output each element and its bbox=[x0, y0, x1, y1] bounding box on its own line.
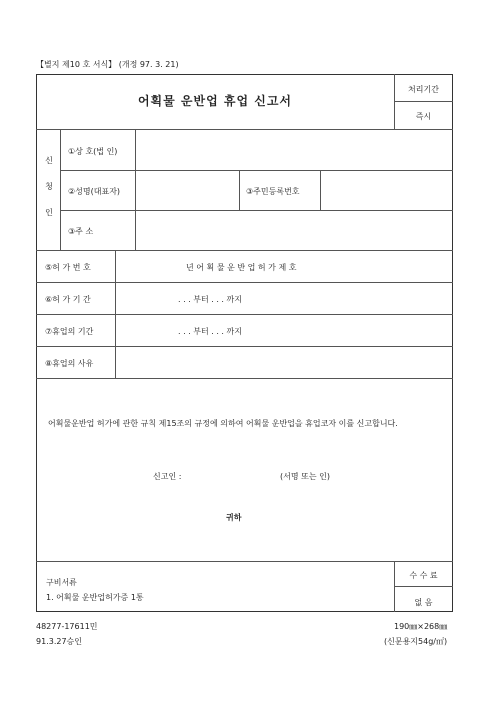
suspension-period-label: ⑦휴업의 기간 bbox=[45, 327, 94, 336]
divider bbox=[60, 129, 61, 250]
divider bbox=[36, 561, 453, 562]
required-docs-label: 구비서류 bbox=[46, 578, 77, 587]
divider bbox=[36, 314, 453, 315]
divider bbox=[239, 170, 240, 210]
permit-period-value: . . . 부터 . . . 까지 bbox=[178, 295, 242, 304]
divider bbox=[320, 170, 321, 210]
resident-number-label: ③주민등록번호 bbox=[246, 187, 300, 196]
divider bbox=[394, 586, 453, 587]
processing-period-label: 처리기간 bbox=[408, 85, 439, 94]
required-docs-item: 1. 어획물 운반업허가증 1통 bbox=[46, 593, 144, 602]
representative-name-label: ②성명(대표자) bbox=[68, 187, 121, 196]
form-title: 어획물 운반업 휴업 신고서 bbox=[137, 94, 293, 108]
form-number-note: 【별지 제10 호 서식】 (개정 97. 3. 21) bbox=[36, 60, 179, 69]
declaration-text: 어획물운반업 허가에 관한 규칙 제15조의 규정에 의하여 어획물 운반업을 휴업코자 이를 신고합니다. bbox=[48, 419, 398, 428]
paper-size: 190㎜×268㎜ bbox=[394, 622, 448, 631]
processing-period-value: 즉시 bbox=[415, 112, 432, 121]
permit-period-label: ⑥허 가 기 간 bbox=[45, 295, 91, 304]
divider bbox=[36, 282, 453, 283]
suspension-period-value: . . . 부터 . . . 까지 bbox=[178, 327, 242, 336]
divider bbox=[394, 101, 453, 102]
divider bbox=[60, 210, 453, 211]
permit-number-label: ⑤허 가 번 호 bbox=[45, 263, 91, 272]
applicant-label: 신 청 인 bbox=[45, 156, 53, 217]
business-name-label: ①상 호(법 인) bbox=[68, 147, 118, 156]
declarant-label: 신고인 : bbox=[153, 472, 182, 481]
approval-date: 91.3.27승인 bbox=[36, 637, 82, 646]
address-label: ③주 소 bbox=[68, 227, 94, 236]
permit-number-value: 년 어 획 물 운 반 업 허 가 제 호 bbox=[186, 263, 297, 272]
addressee: 귀하 bbox=[226, 513, 242, 522]
suspension-reason-label: ⑧휴업의 사유 bbox=[45, 359, 94, 368]
divider bbox=[36, 129, 453, 130]
divider bbox=[36, 250, 453, 251]
divider bbox=[135, 129, 136, 250]
divider bbox=[36, 378, 453, 379]
paper-type: (신문용지54g/㎡) bbox=[384, 637, 448, 646]
fee-value: 없 음 bbox=[414, 598, 433, 607]
divider bbox=[60, 170, 453, 171]
form-code: 48277-17611민 bbox=[36, 622, 98, 631]
divider bbox=[36, 346, 453, 347]
signature-note: (서명 또는 인) bbox=[280, 472, 330, 481]
fee-label: 수 수 료 bbox=[409, 571, 438, 580]
